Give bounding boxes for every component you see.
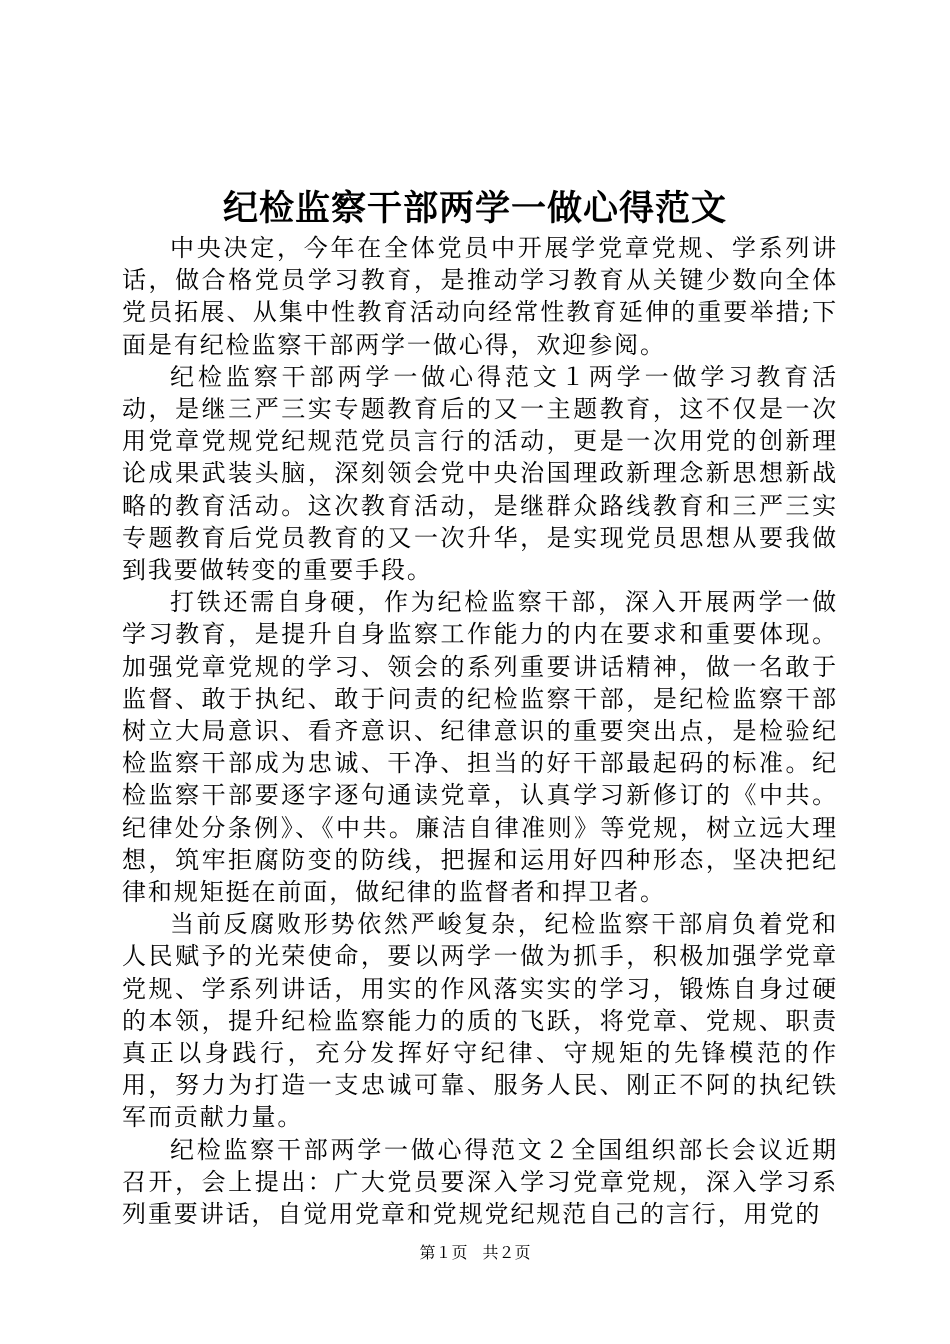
paragraph-essay-1: 纪检监察干部两学一做心得范文１两学一做学习教育活动，是继三严三实专题教育后的又一主题教育，这不仅是一次用党章党规党纪规范党员言行的活动，更是一次用党的创新理论成果武装头脑，深刻领会党中央治国理政新理念新思想新战略的教育活动。这次教育活动，是继群众路线教育和三严三实专题教育后党员教育的又一次升华，是实现党员思想从要我做到我要做转变的重要手段。 — [122, 362, 838, 585]
document-title: 纪检监察干部两学一做心得范文 — [222, 188, 727, 229]
paragraph-anti-corruption: 当前反腐败形势依然严峻复杂，纪检监察干部肩负着党和人民赋予的光荣使命，要以两学一做为抓手，积极加强学党章党规、学系列讲话，用实的作风落实实的学习，锻炼自身过硬的本领，提升纪检监察能力的质的飞跃，将党章、党规、职责真正以身践行，充分发挥好守纪律、守规矩的先锋模范的作用，努力为打造一支忠诚可靠、服务人民、刚正不阿的执纪铁军而贡献力量。 — [122, 910, 838, 1132]
paragraph-intro: 中央决定，今年在全体党员中开展学党章党规、学系列讲话，做合格党员学习教育，是推动学习教育从关键少数向全体党员拓展、从集中性教育活动向经常性教育延伸的重要举措;下面是有纪检监察干部两学一做心得，欢迎参阅。 — [122, 234, 838, 359]
document-body — [122, 232, 838, 1230]
paragraph-self-discipline: 打铁还需自身硬，作为纪检监察干部，深入开展两学一做学习教育，是提升自身监察工作能力的内在要求和重要体现。加强党章党规的学习、领会的系列重要讲话精神，做一名敢于监督、敢于执纪、敢于问责的纪检监察干部，是纪检监察干部树立大局意识、看齐意识、纪律意识的重要突出点，是检验纪检监察干部成为忠诚、干净、担当的好干部最起码的标准。纪检监察干部要逐字逐句通读党章，认真学习新修订的《中共。纪律处分条例》、《中共。廉洁自律准则》等党规，树立远大理想，筑牢拒腐防变的防线，把握和运用好四种形态，坚决把纪律和规矩挺在前面，做纪律的监督者和捍卫者。 — [122, 588, 838, 907]
paragraph-essay-2: 纪检监察干部两学一做心得范文２全国组织部长会议近期召开，会上提出：广大党员要深入学习党章党规，深入学习系列重要讲话，自觉用党章和党规党纪规范自己的言行，用党的 — [122, 1135, 838, 1229]
page-total: 共２页 — [482, 1243, 531, 1262]
page-footer — [0, 1243, 950, 1263]
page-number: 第１页 — [419, 1243, 468, 1262]
